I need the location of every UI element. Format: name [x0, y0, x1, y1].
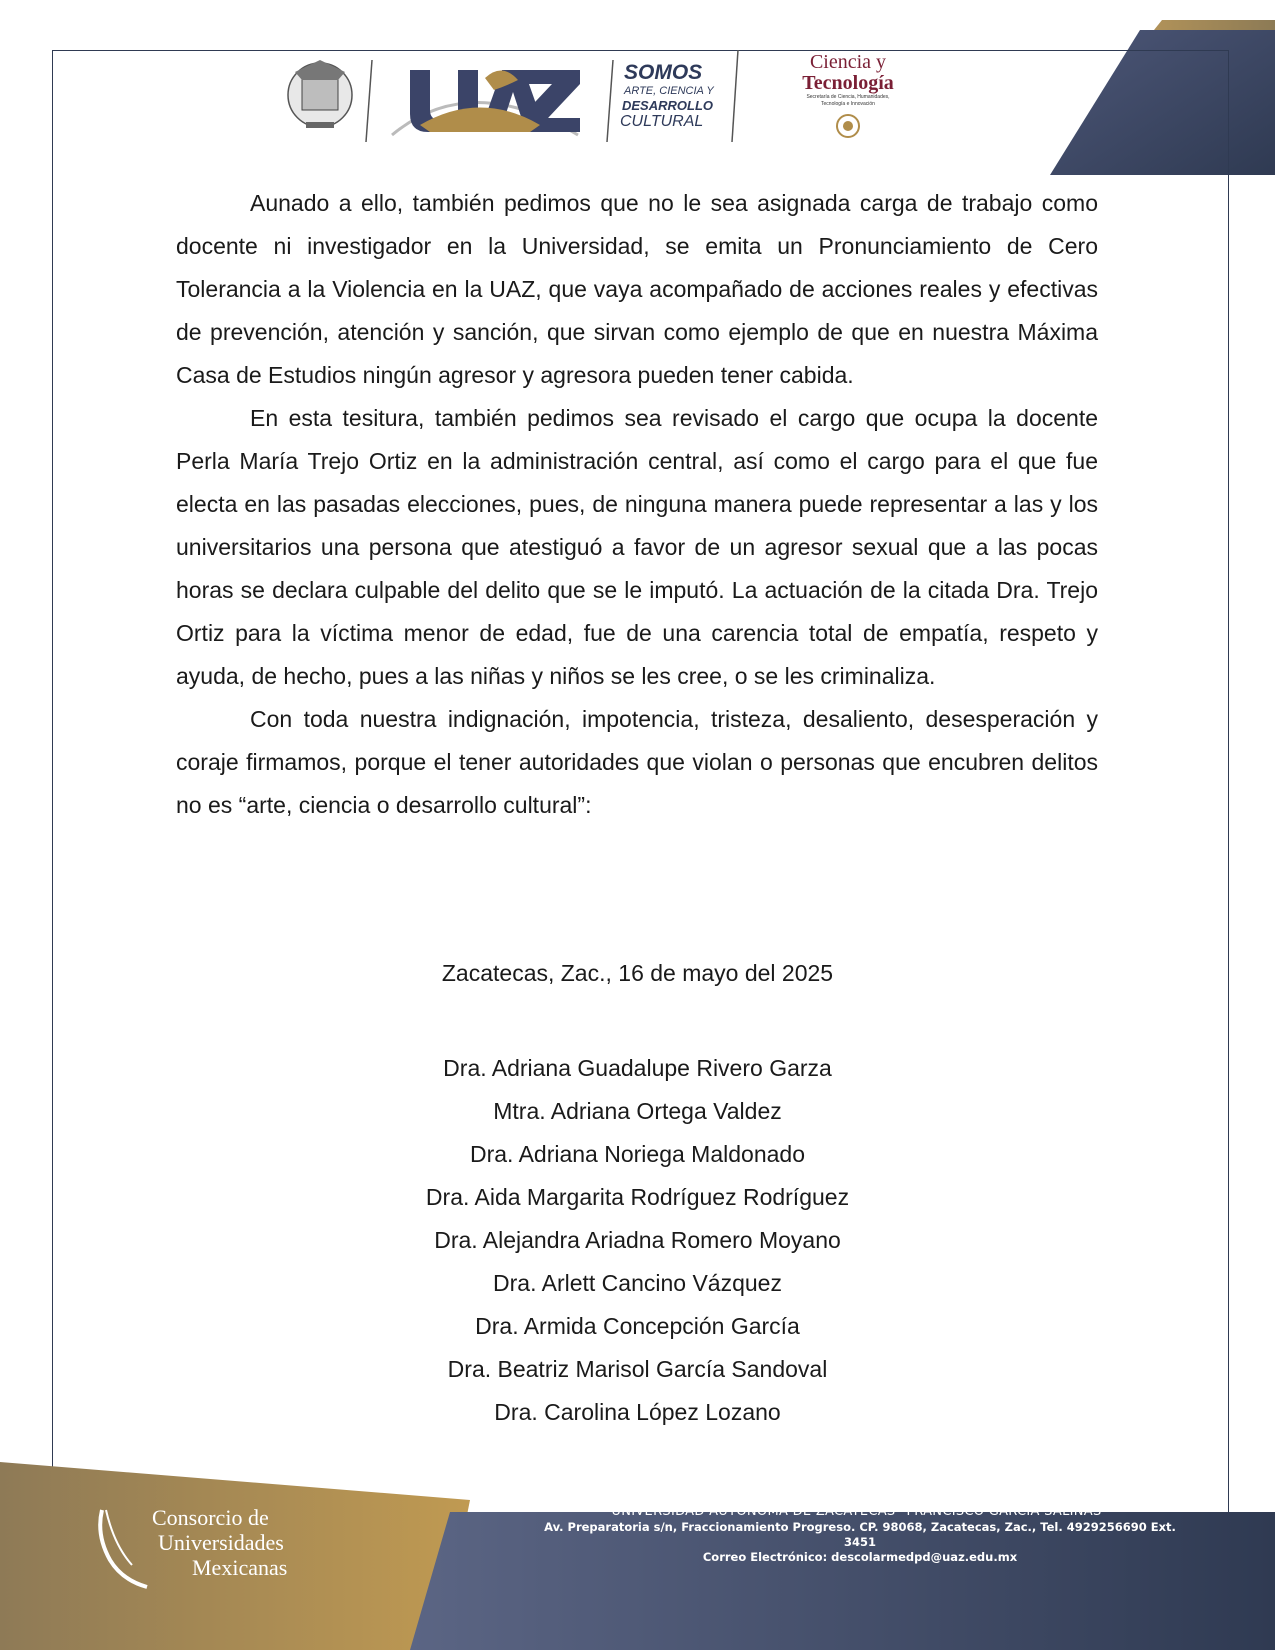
footer-contact — [540, 1503, 1180, 1565]
footer-email: Correo Electrónico: descolarmedpd@uaz.edu.mx — [702, 1550, 1018, 1564]
ciencia-tecnologia-logo — [788, 52, 908, 147]
somos-line3: DESARROLLO — [622, 98, 713, 113]
paragraph: Aunado a ello, también pedimos que no le sea asignada carga de trabajo como docente ni investigador en la Universidad, se emita un Pronunciamiento de Cero Tolerancia a la Violencia en la UAZ, que vaya acompañado de acciones reales y efectivas de prevención, atención y sanción, que sirvan como ejemplo de que en nuestra Máxima Casa de Estudios ningún agresor y agresora pueden tener cabida. — [176, 190, 1098, 388]
somos-line4: CULTURAL — [620, 113, 704, 130]
ciencia-sub2: Tecnología e Innovación — [821, 101, 875, 107]
uaz-seal-icon — [288, 60, 352, 128]
ciencia-line2: Tecnología — [802, 72, 894, 94]
signer-name: Mtra. Adriana Ortega Valdez — [493, 1098, 782, 1124]
place-date: Zacatecas, Zac., 16 de mayo del 2025 — [441, 960, 834, 986]
mexico-shield-icon — [834, 112, 862, 140]
consorcio-line: Mexicanas — [192, 1555, 288, 1580]
somos-line2: ARTE, CIENCIA Y — [624, 85, 714, 97]
signers-list — [0, 1047, 1275, 1434]
letter-body — [176, 182, 1098, 827]
signer-name: Dra. Armida Concepción García — [475, 1313, 800, 1339]
ciencia-line1: Ciencia y — [809, 51, 887, 73]
footer-address: Av. Preparatoria s/n, Fraccionamiento Progreso. CP. 98068, Zacatecas, Zac., Tel. 4929256690 Ext. 3451 — [544, 1520, 1176, 1549]
paragraph: Con toda nuestra indignación, impotencia, tristeza, desaliento, desesperación y coraje firmamos, porque el tener autoridades que violan o personas que encubren delitos no es “arte, ciencia o desarrollo cultural”: — [176, 706, 1098, 818]
consorcio-line: Consorcio de — [152, 1505, 269, 1530]
footer-university: UNIVERSIDAD AUTÓNOMA DE ZACATECAS “FRANCISCO GARCÍA SALINAS” — [611, 1504, 1109, 1519]
consorcio-shoe-icon — [92, 1505, 152, 1595]
paragraph: En esta tesitura, también pedimos sea revisado el cargo que ocupa la docente Perla María Trejo Ortiz en la administración central, así como el cargo para el que fue electa en las pasadas elecciones, pues, de ninguna manera puede representar a las y los universitarios una persona que atestiguó a favor de un agresor sexual que a las pocas horas se declara culpable del delito que se le imputó. La actuación de la citada Dra. Trejo Ortiz para la víctima menor de edad, fue de una carencia total de empatía, respeto y ayuda, de hecho, pues a las niñas y niños se les cree, o se les criminaliza. — [176, 405, 1098, 689]
signer-name: Dra. Carolina López Lozano — [494, 1399, 781, 1425]
consorcio-logo — [92, 1505, 322, 1595]
consorcio-line: Universidades — [158, 1530, 284, 1555]
signer-name: Dra. Adriana Noriega Maldonado — [470, 1141, 805, 1167]
signer-name: Dra. Beatriz Marisol García Sandoval — [447, 1356, 828, 1382]
somos-line1: SOMOS — [624, 61, 703, 84]
signer-name: Dra. Adriana Guadalupe Rivero Garza — [443, 1055, 832, 1081]
signer-name: Dra. Arlett Cancino Vázquez — [493, 1270, 782, 1296]
signer-name: Dra. Aida Margarita Rodríguez Rodríguez — [425, 1184, 850, 1210]
somos-logo — [620, 61, 770, 152]
signer-name: Dra. Alejandra Ariadna Romero Moyano — [434, 1227, 841, 1253]
ciencia-sub1: Secretaría de Ciencia, Humanidades, — [806, 94, 890, 100]
uaz-logo-icon — [392, 70, 580, 135]
